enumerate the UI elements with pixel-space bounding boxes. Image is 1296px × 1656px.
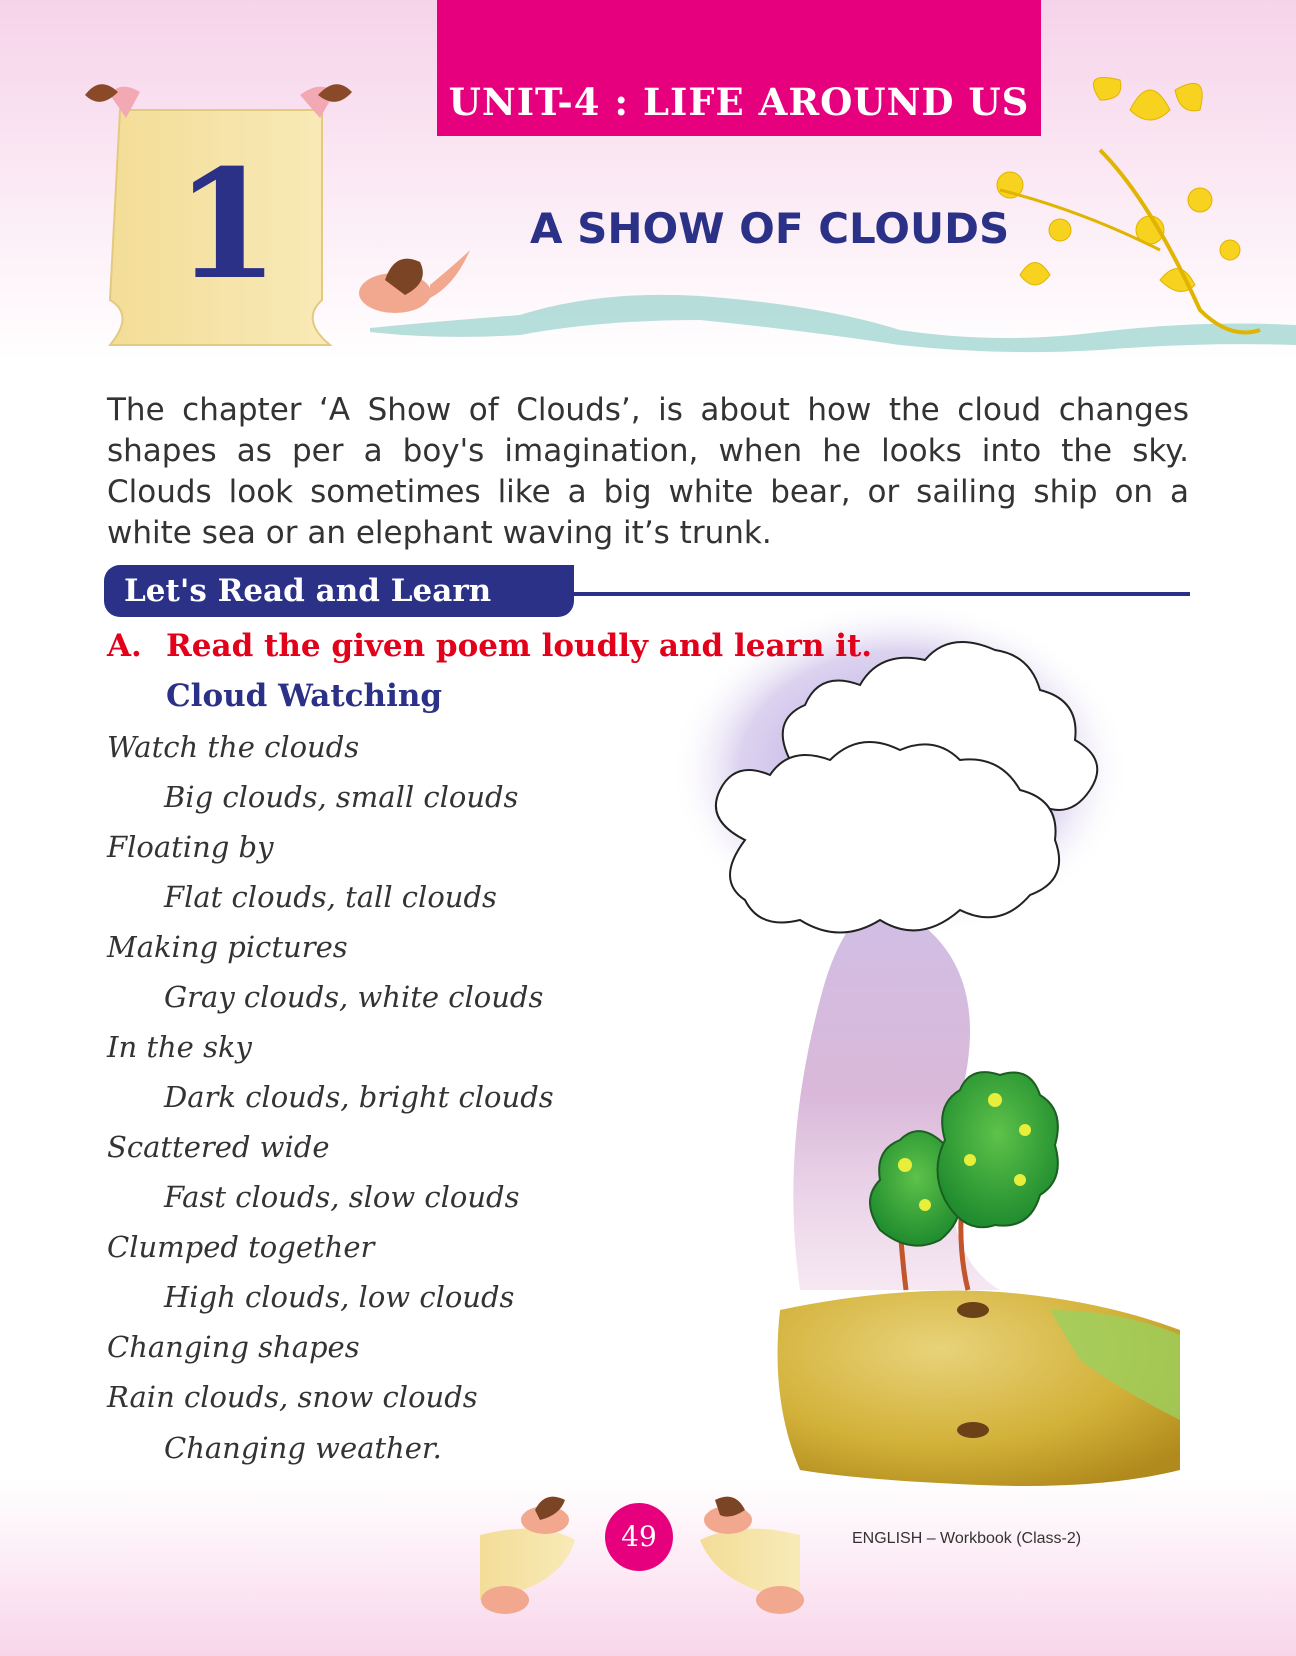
chapter-number: 1 (174, 137, 280, 313)
poem-line: Scattered wide (107, 1130, 330, 1164)
book-title: ENGLISH – Workbook (Class-2) (852, 1530, 1082, 1547)
poem-line: In the sky (107, 1030, 252, 1064)
poem-line: Gray clouds, white clouds (164, 980, 544, 1014)
poem-line: Dark clouds, bright clouds (164, 1080, 554, 1114)
poem-title: Cloud Watching (166, 678, 443, 714)
poem-line: Clumped together (107, 1230, 375, 1264)
poem-line: Big clouds, small clouds (164, 780, 519, 814)
poem-line: High clouds, low clouds (164, 1280, 515, 1314)
question-label: A. (107, 628, 142, 664)
unit-title: UNIT-4 : LIFE AROUND US (448, 80, 1030, 124)
poem-line: Changing weather. (164, 1431, 442, 1465)
wave-decoration (370, 295, 1296, 352)
poem-line: Making pictures (107, 930, 348, 964)
section-divider (510, 592, 1190, 596)
section-heading: Let's Read and Learn (104, 565, 574, 617)
intro-paragraph: The chapter ‘A Show of Clouds’, is about how the cloud changes shapes as per a boy's imagination, when he looks into the sky. Clouds look sometimes like a big white bear, or sailing ship on a white sea or an elephant waving it’s trunk. (107, 392, 1189, 551)
poem-line: Changing shapes (107, 1330, 360, 1364)
poem-line: Floating by (107, 830, 274, 864)
poem-line: Flat clouds, tall clouds (164, 880, 497, 914)
poem-line: Rain clouds, snow clouds (107, 1380, 478, 1414)
poem-line: Fast clouds, slow clouds (164, 1180, 520, 1214)
chapter-title: A SHOW OF CLOUDS (530, 204, 1010, 253)
question-text: Read the given poem loudly and learn it. (166, 628, 873, 664)
bird-icon (359, 250, 470, 313)
unit-banner (437, 0, 1041, 136)
poem-line: Watch the clouds (107, 730, 360, 764)
page-number: 49 (605, 1503, 673, 1571)
